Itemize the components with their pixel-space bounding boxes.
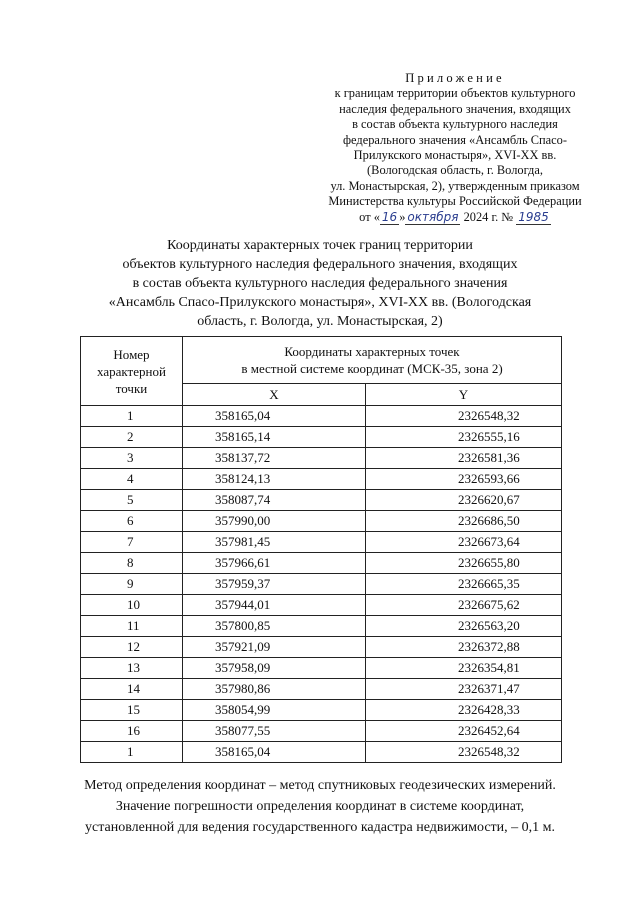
x-coordinate-cell: 358165,14 <box>183 427 366 448</box>
table-row <box>81 658 562 679</box>
x-coordinate-cell: 357921,09 <box>183 637 366 658</box>
y-coordinate-cell: 2326371,47 <box>366 679 562 700</box>
title-line: в состав объекта культурного наследия федерального значения <box>132 276 508 291</box>
header-coordinates-system: в местной системе координат (МСК-35, зона 2) <box>241 361 503 376</box>
y-coordinate-cell: 2326673,64 <box>366 532 562 553</box>
point-number-cell: 8 <box>81 553 183 574</box>
document-title <box>60 236 580 331</box>
method-note <box>50 775 590 838</box>
title-line: объектов культурного наследия федерального значения, входящих <box>122 257 518 272</box>
table-row <box>81 427 562 448</box>
y-coordinate-cell: 2326354,81 <box>366 658 562 679</box>
x-coordinate-cell: 358054,99 <box>183 700 366 721</box>
x-coordinate-cell: 358077,55 <box>183 721 366 742</box>
y-coordinate-cell: 2326620,67 <box>366 490 562 511</box>
point-number-cell: 2 <box>81 427 183 448</box>
table-row <box>81 532 562 553</box>
table-row <box>81 490 562 511</box>
table-row <box>81 553 562 574</box>
point-number-cell: 14 <box>81 679 183 700</box>
y-coordinate-cell: 2326452,64 <box>366 721 562 742</box>
x-coordinate-cell: 357944,01 <box>183 595 366 616</box>
table-row <box>81 448 562 469</box>
y-coordinate-cell: 2326563,20 <box>366 616 562 637</box>
y-coordinate-cell: 2326548,32 <box>366 742 562 763</box>
appendix-heading: Приложение <box>405 71 505 85</box>
appendix-line: Прилукского монастыря», XVI-XX вв. <box>353 148 557 163</box>
table-row <box>81 742 562 763</box>
x-coordinate-cell: 358124,13 <box>183 469 366 490</box>
appendix-line: федерального значения «Ансамбль Спасо- <box>343 132 567 147</box>
note-line: установленной для ведения государственного кадастра недвижимости, – 0,1 м. <box>84 820 556 835</box>
point-number-cell: 16 <box>81 721 183 742</box>
x-coordinate-cell: 358165,04 <box>183 742 366 763</box>
table-row <box>81 637 562 658</box>
y-coordinate-cell: 2326686,50 <box>366 511 562 532</box>
title-line: Координаты характерных точек границ территории <box>167 238 473 253</box>
point-number-cell: 7 <box>81 532 183 553</box>
table-row <box>81 406 562 427</box>
x-coordinate-cell: 358087,74 <box>183 490 366 511</box>
table-row <box>81 679 562 700</box>
x-coordinate-cell: 357959,37 <box>183 574 366 595</box>
point-number-cell: 13 <box>81 658 183 679</box>
header-coordinates-title: Координаты характерных точек <box>284 344 460 359</box>
x-coordinate-cell: 357981,45 <box>183 532 366 553</box>
point-number-cell: 9 <box>81 574 183 595</box>
point-number-cell: 6 <box>81 511 183 532</box>
appendix-line: в состав объекта культурного наследия <box>352 117 558 132</box>
appendix-line: ул. Монастырская, 2), утвержденным приказом <box>330 178 580 193</box>
header-y: Y <box>366 384 562 406</box>
x-coordinate-cell: 358137,72 <box>183 448 366 469</box>
point-number-cell: 15 <box>81 700 183 721</box>
title-line: «Ансамбль Спасо-Прилукского монастыря», XVI-XX вв. (Вологодская <box>108 295 532 310</box>
y-coordinate-cell: 2326655,80 <box>366 553 562 574</box>
y-coordinate-cell: 2326548,32 <box>366 406 562 427</box>
title-line: область, г. Вологда, ул. Монастырская, 2) <box>197 314 443 329</box>
table-row <box>81 700 562 721</box>
handwritten-day: 16 <box>381 209 398 224</box>
table-row <box>81 595 562 616</box>
note-line: Метод определения координат – метод спутниковых геодезических измерений. <box>84 778 556 793</box>
y-coordinate-cell: 2326555,16 <box>366 427 562 448</box>
y-coordinate-cell: 2326665,35 <box>366 574 562 595</box>
point-number-cell: 1 <box>81 742 183 763</box>
point-number-cell: 10 <box>81 595 183 616</box>
coordinates-table <box>80 336 562 763</box>
note-line: Значение погрешности определения координат в системе координат, <box>115 799 525 814</box>
handwritten-month: октября <box>407 209 459 224</box>
table-row <box>81 511 562 532</box>
header-x: X <box>183 384 366 406</box>
date-quote: » <box>399 209 406 224</box>
table-row <box>81 721 562 742</box>
y-coordinate-cell: 2326372,88 <box>366 637 562 658</box>
appendix-line: наследия федерального значения, входящих <box>339 101 571 116</box>
point-number-cell: 3 <box>81 448 183 469</box>
point-number-cell: 11 <box>81 616 183 637</box>
y-coordinate-cell: 2326675,62 <box>366 595 562 616</box>
x-coordinate-cell: 357958,09 <box>183 658 366 679</box>
x-coordinate-cell: 357980,86 <box>183 679 366 700</box>
point-number-cell: 12 <box>81 637 183 658</box>
appendix-line: Министерства культуры Российской Федерации <box>328 194 582 209</box>
date-prefix: от « <box>359 209 380 224</box>
handwritten-order-number: 1985 <box>518 209 549 224</box>
x-coordinate-cell: 357966,61 <box>183 553 366 574</box>
header-coordinates <box>183 337 562 384</box>
order-year: 2024 г. № <box>463 209 514 224</box>
x-coordinate-cell: 358165,04 <box>183 406 366 427</box>
appendix-line: (Вологодская область, г. Вологда, <box>367 163 543 178</box>
header-point-number: Номер характерной точки <box>81 337 183 406</box>
table-row <box>81 616 562 637</box>
x-coordinate-cell: 357800,85 <box>183 616 366 637</box>
table-row <box>81 469 562 490</box>
appendix-block <box>300 71 610 225</box>
y-coordinate-cell: 2326593,66 <box>366 469 562 490</box>
table-row <box>81 574 562 595</box>
y-coordinate-cell: 2326581,36 <box>366 448 562 469</box>
appendix-line: к границам территории объектов культурного <box>334 86 576 101</box>
order-date-line <box>300 210 610 225</box>
x-coordinate-cell: 357990,00 <box>183 511 366 532</box>
y-coordinate-cell: 2326428,33 <box>366 700 562 721</box>
point-number-cell: 5 <box>81 490 183 511</box>
point-number-cell: 1 <box>81 406 183 427</box>
point-number-cell: 4 <box>81 469 183 490</box>
